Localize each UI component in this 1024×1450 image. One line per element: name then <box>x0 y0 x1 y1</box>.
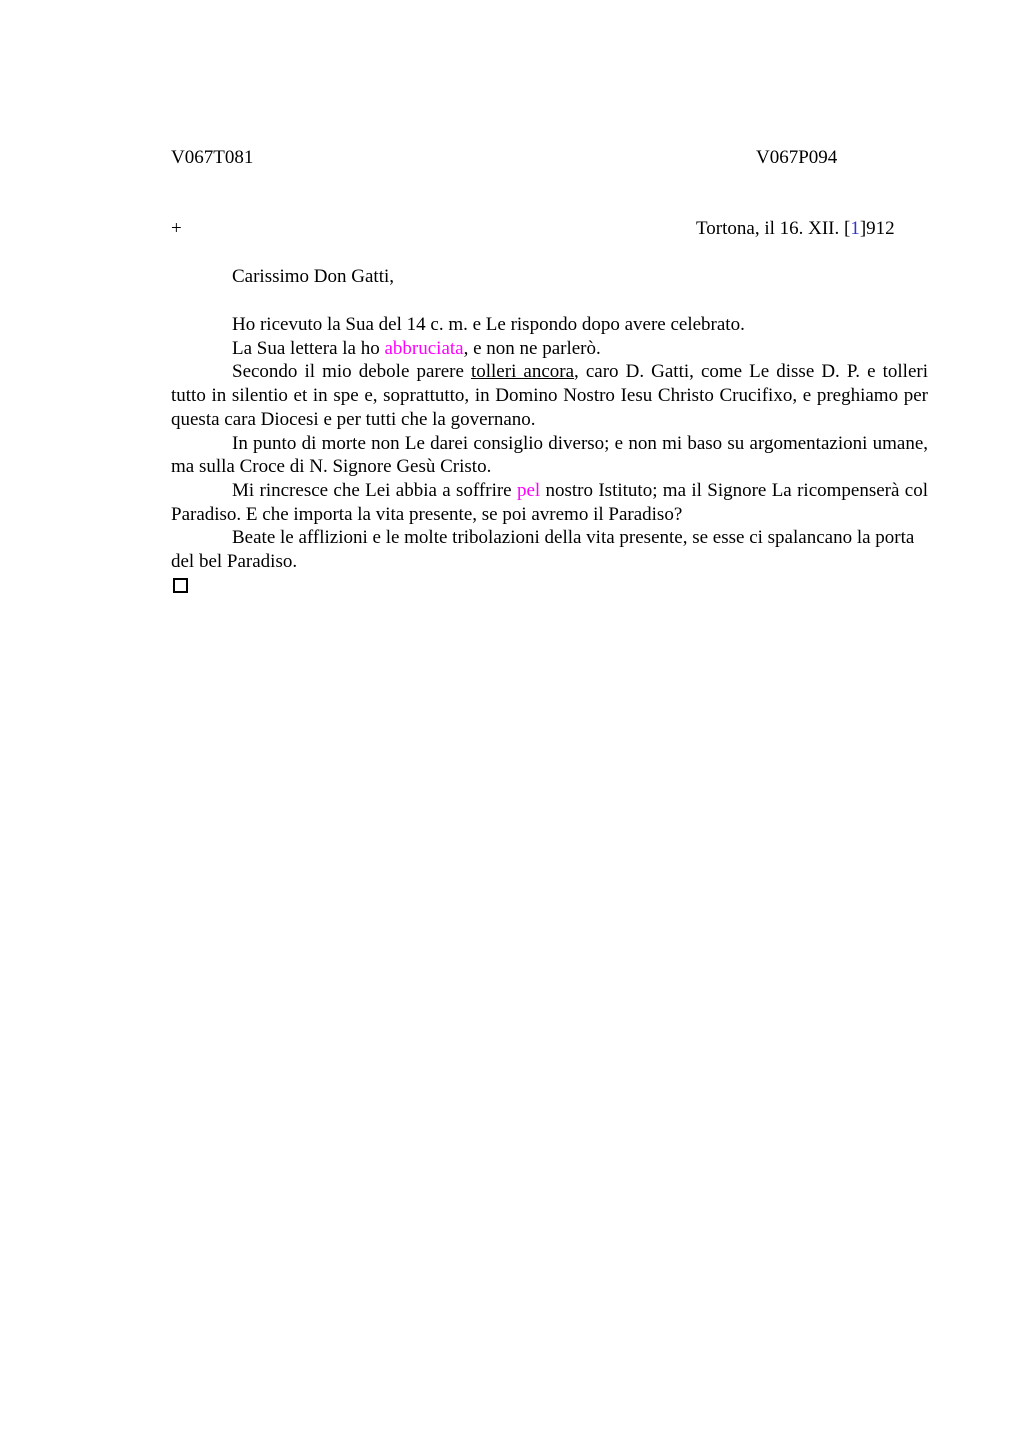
date-suffix: ]912 <box>859 218 895 239</box>
paragraph-5-before: Mi rincresce che Lei abbia a soffrire <box>232 479 517 501</box>
document-code-right: V067P094 <box>756 147 838 168</box>
cross-symbol: + <box>171 218 182 239</box>
letter-date <box>696 218 895 240</box>
date-bracket-digit: 1 <box>850 218 860 239</box>
paragraph-6: Beate le afflizioni e le molte tribolazioni della vita presente, se esse ci spalancano la porta del bel Paradiso. <box>171 527 915 573</box>
document-code-left: V067T081 <box>171 147 254 168</box>
paragraph-3 <box>171 360 928 431</box>
paragraph-5 <box>171 479 928 526</box>
end-marker-square-icon <box>173 578 188 593</box>
highlighted-word-pel: pel <box>516 479 541 501</box>
date-prefix: Tortona, il 16. XII. [ <box>696 218 851 239</box>
letter-body <box>171 313 928 574</box>
highlighted-word-abbruciata: abbruciata <box>384 337 464 359</box>
paragraph-2-after: , e non ne parlerò. <box>463 337 601 359</box>
paragraph-2-before: La Sua lettera la ho <box>232 337 385 359</box>
paragraph-4: In punto di morte non Le darei consiglio diverso; e non mi baso su argomentazioni umane, ma sulla Croce di N. Signore Gesù Cristo. <box>171 432 928 478</box>
paragraph-2 <box>171 337 928 361</box>
paragraph-3-before: Secondo il mio debole parere <box>232 361 471 383</box>
paragraph-1: Ho ricevuto la Sua del 14 c. m. e Le rispondo dopo avere celebrato. <box>232 314 745 335</box>
underlined-phrase: tolleri ancora <box>470 361 575 383</box>
salutation: Carissimo Don Gatti, <box>232 266 395 287</box>
paragraph-5-after: nostro Istituto; ma il Signore La ricompenserà col Paradiso. E che importa la vita presente, se poi avremo il Paradiso? <box>171 479 928 525</box>
paragraph-3-after: , caro D. Gatti, come Le disse D. P. e tolleri tutto in silentio et in spe e, soprattutto, in Domino Nostro Iesu Christo Crucifixo, e preghiamo per questa cara Diocesi e per tutti che la governano. <box>171 361 928 430</box>
